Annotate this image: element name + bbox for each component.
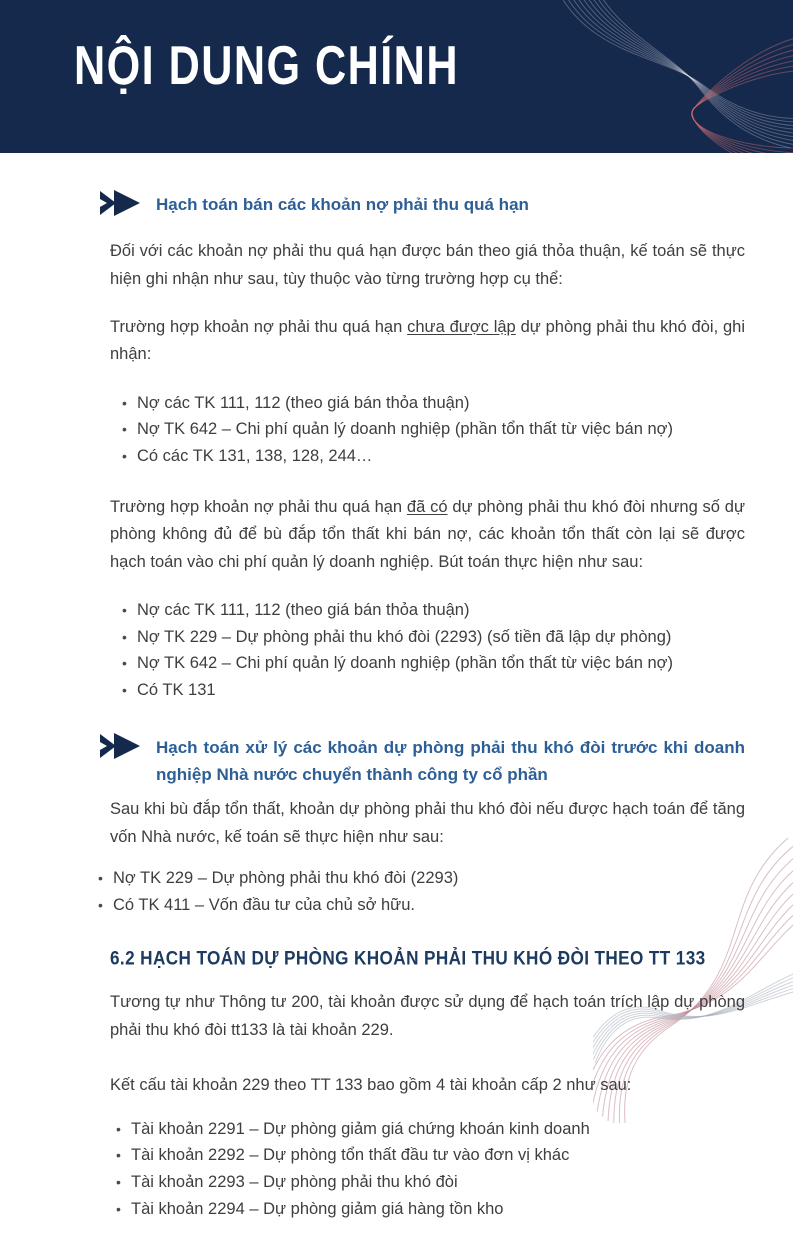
- list-item: • Nợ các TK 111, 112 (theo giá bán thỏa thuận): [122, 390, 745, 417]
- section3-heading: 6.2 HẠCH TOÁN DỰ PHÒNG KHOẢN PHẢI THU KHÓ ĐÒI THEO TT 133: [110, 947, 706, 970]
- section3-para2-text: Kết cấu tài khoản 229 theo TT 133 bao gồm 4 tài khoản cấp 2 như sau:: [110, 1076, 632, 1095]
- case1-underlined: chưa được lập: [407, 317, 516, 336]
- main-content: [0, 153, 793, 1246]
- section1-heading-text: Hạch toán bán các khoản nợ phải thu quá hạn: [156, 195, 529, 214]
- list-item: • Tài khoản 2294 – Dự phòng giảm giá hàng tồn kho: [116, 1196, 745, 1223]
- case2-pre: Trường hợp khoản nợ phải thu quá hạn: [110, 497, 407, 516]
- list-item: • Nợ TK 229 – Dự phòng phải thu khó đòi (2293) (số tiền đã lập dự phòng): [122, 624, 745, 651]
- case1-bullet-list: [110, 390, 745, 470]
- section2-intro-text: Sau khi bù đắp tổn thất, khoản dự phòng phải thu khó đòi nếu được hạch toán để tăng vốn Nhà nước, kế toán sẽ thực hiện như sau:: [110, 800, 745, 846]
- list-item: • Tài khoản 2293 – Dự phòng phải thu khó đòi: [116, 1169, 745, 1196]
- case1-post: dự phòng phải thu khó đòi, ghi nhận:: [110, 317, 746, 364]
- section2-bullet-list: [98, 865, 745, 918]
- page-title: NỘI DUNG CHÍNH: [74, 34, 459, 97]
- section1-case1: [110, 314, 745, 369]
- section3-bullet-list: [104, 1116, 745, 1223]
- list-item: • Có TK 411 – Vốn đầu tư của chủ sở hữu.: [98, 892, 745, 919]
- list-item: • Có các TK 131, 138, 128, 244…: [122, 443, 745, 470]
- case2-bullet-list: [110, 597, 745, 704]
- section3-para1-text: Tương tự như Thông tư 200, tài khoản được sử dụng để hạch toán trích lập dự phòng phải thu khó đòi tt133 là tài khoản 229.: [110, 993, 745, 1039]
- case2-underlined: đã có: [406, 497, 448, 516]
- section1-case2: [110, 494, 745, 576]
- wave-decoration-top-icon: [543, 0, 793, 153]
- page-header: [0, 0, 793, 153]
- double-arrow-icon: [100, 189, 140, 217]
- section1-heading: [110, 191, 745, 218]
- list-item: • Nợ TK 642 – Chi phí quản lý doanh nghiệp (phần tổn thất từ việc bán nợ): [122, 650, 745, 677]
- list-item: • Nợ các TK 111, 112 (theo giá bán thỏa thuận): [122, 597, 745, 624]
- list-item: • Tài khoản 2292 – Dự phòng tổn thất đầu tư vào đơn vị khác: [116, 1142, 745, 1169]
- list-item: • Nợ TK 642 – Chi phí quản lý doanh nghiệp (phần tổn thất từ việc bán nợ): [122, 416, 745, 443]
- section2-heading: [110, 734, 745, 788]
- list-item: • Nợ TK 229 – Dự phòng phải thu khó đòi (2293): [98, 865, 745, 892]
- section2-heading-text: Hạch toán xử lý các khoản dự phòng phải thu khó đòi trước khi doanh nghiệp Nhà nước chuyển thành công ty cổ phần: [156, 737, 745, 785]
- section3-para1: [110, 989, 745, 1044]
- section3-para2: [110, 1072, 745, 1099]
- section2-intro: [110, 796, 745, 851]
- case2-post: dự phòng phải thu khó đòi nhưng số dự phòng không đủ để bù đắp tổn thất khi bán nợ, các khoản tổn thất còn lại sẽ được hạch toán vào chi phí quản lý doanh nghiệp. Bút toán thực hiện như sau:: [110, 497, 745, 571]
- double-arrow-icon: [100, 732, 140, 760]
- section1-intro-text: Đối với các khoản nợ phải thu quá hạn được bán theo giá thỏa thuận, kế toán sẽ thực hiện ghi nhận như sau, tùy thuộc vào từng trường hợp cụ thể:: [110, 242, 745, 288]
- section1-intro: [110, 238, 745, 293]
- list-item: • Tài khoản 2291 – Dự phòng giảm giá chứng khoán kinh doanh: [116, 1116, 745, 1143]
- case1-pre: Trường hợp khoản nợ phải thu quá hạn: [110, 317, 408, 336]
- list-item: • Có TK 131: [122, 677, 745, 704]
